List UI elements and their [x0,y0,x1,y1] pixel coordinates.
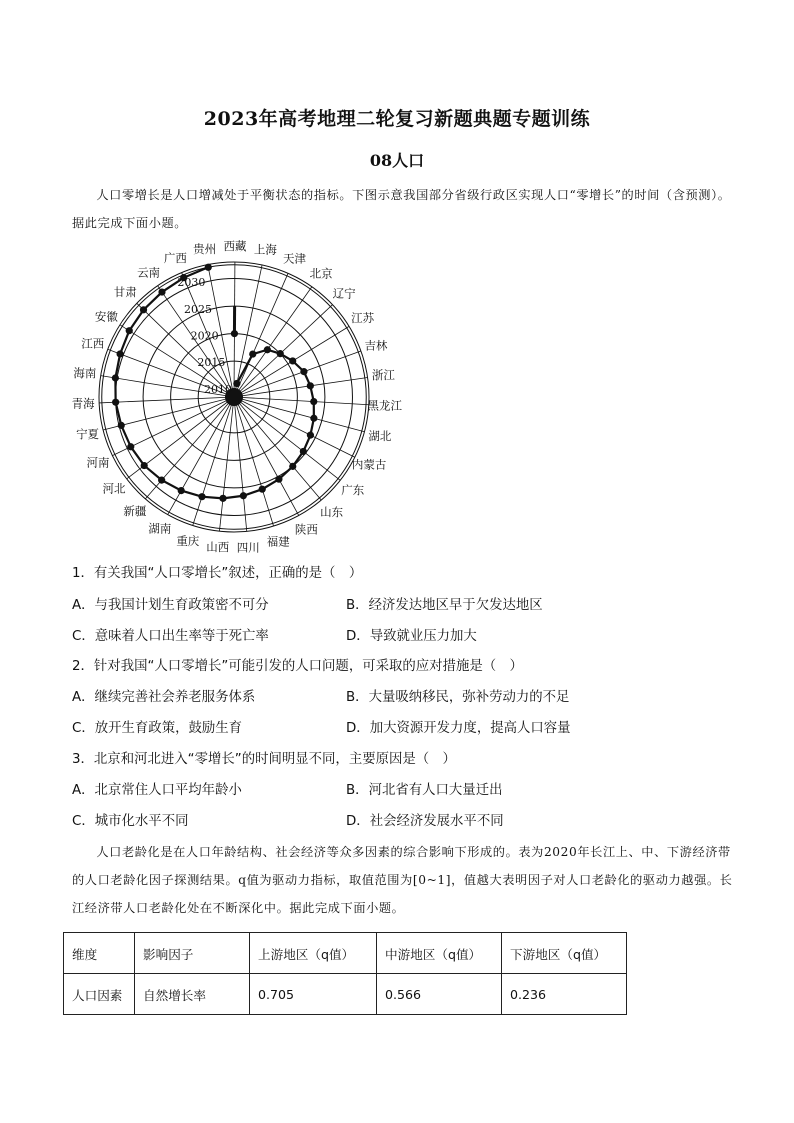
data-point-河南 [127,443,134,450]
chart-spokes [99,262,369,531]
category-label: 福建 [266,534,290,549]
data-point-甘肃 [140,306,147,313]
aging-factor-table [63,932,627,1015]
table-cell: 0.705 [250,974,377,1015]
question-3-option-d: D．社会经济发展水平不同 [346,814,504,829]
data-point-青海 [112,399,119,406]
category-label: 四川 [236,540,260,555]
chart-spoke [234,377,368,397]
chart-spoke [219,397,234,531]
category-label: 西藏 [223,239,247,254]
data-point-安徽 [126,327,133,334]
category-label: 湖南 [148,521,172,536]
category-label: 陕西 [294,522,318,537]
category-label: 山东 [320,505,344,520]
table-cell: 0.566 [377,974,502,1015]
question-2-stem: 2．针对我国“人口零增长”可能引发的人口问题，可采取的应对措施是（ ） [72,659,523,674]
year-label: 2030 [177,276,206,290]
data-point-福建 [259,486,266,493]
question-2-option-b: B．大量吸纳移民，弥补劳动力的不足 [346,690,570,705]
data-point-广东 [300,448,307,455]
data-point-湖南 [178,487,185,494]
category-label: 辽宁 [332,286,356,301]
category-label: 北京 [309,266,333,281]
category-label: 吉林 [364,338,388,353]
data-point-上海 [233,380,240,387]
question-3-option-c: C．城市化水平不同 [72,814,189,829]
data-point-山东 [289,463,296,470]
category-label: 浙江 [371,368,395,383]
category-label: 新疆 [123,503,147,518]
year-label: 2010 [204,382,233,396]
category-label: 黑龙江 [367,398,403,413]
question-2-option-a: A．继续完善社会养老服务体系 [72,690,256,705]
table-row [64,974,627,1015]
data-point-北京 [264,346,271,353]
category-label: 广东 [341,483,365,498]
intro-paragraph-aging: 人口老龄化是在人口年龄结构、社会经济等众多因素的综合影响下形成的。表为2020年长江上、中、下游经济带的人口老龄化因子探测结果。q值为驱动力指标，取值范围为[0~1]，值越大表明因子对人口老龄化的驱动力越强。长江经济带人口老龄化处在不断深化中。据此完成下面小题。 [72,845,733,915]
data-point-浙江 [307,382,314,389]
category-label: 安徽 [94,309,118,324]
page-title: 2023年高考地理二轮复习新题典题专题训练 [203,108,591,130]
data-point-黑龙江 [310,398,317,405]
table-header-cell: 维度 [64,933,135,974]
table-cell: 自然增长率 [135,974,250,1015]
question-1-option-a: A．与我国计划生育政策密不可分 [72,598,269,613]
category-label: 内蒙古 [351,457,387,472]
question-1-option-b: B．经济发达地区早于欠发达地区 [346,598,543,613]
data-point-山西 [219,495,226,502]
data-point-吉林 [300,368,307,375]
chart-spoke [234,273,288,397]
question-3-option-b: B．河北省有人口大量迁出 [346,783,503,798]
category-label: 江西 [81,336,105,351]
data-point-河北 [141,462,148,469]
data-point-四川 [240,492,247,499]
chart-spoke [234,397,369,405]
table-header-cell: 中游地区（q值） [377,933,502,974]
question-1-stem: 1．有关我国“人口零增长”叙述，正确的是（ ） [72,566,363,581]
category-label: 甘肃 [113,285,137,300]
question-3-stem: 3．北京和河北进入“零增长”的时间明显不同，主要原因是（ ） [72,752,456,767]
table-header-cell: 上游地区（q值） [250,933,377,974]
category-label: 湖北 [368,428,392,443]
question-3-option-a: A．北京常住人口平均年龄小 [72,783,242,798]
table-cell: 0.236 [502,974,627,1015]
category-label: 河北 [102,481,126,496]
data-point-云南 [158,288,165,295]
table-header-row [64,933,627,974]
chart-spoke [234,397,321,500]
intro-paragraph-population: 人口零增长是人口增减处于平衡状态的指标。下图示意我国部分省级行政区实现人口“零增长”的时间（含预测）。据此完成下面小题。 [72,188,731,230]
year-label: 2015 [197,356,226,370]
question-2-option-c: C．放开生育政策，鼓励生育 [72,721,243,736]
data-point-湖北 [310,415,317,422]
year-label: 2020 [190,329,219,343]
category-label: 河南 [86,455,110,470]
data-point-重庆 [198,493,205,500]
data-point-陕西 [275,476,282,483]
chart-spoke [234,397,355,457]
data-point-内蒙古 [307,432,314,439]
chart-spoke [234,305,332,397]
data-point-天津 [249,350,256,357]
category-label: 山西 [206,540,230,555]
chart-spoke [193,397,234,526]
section-title: 08人口 [369,151,425,170]
table-header-cell: 影响因子 [135,933,250,974]
question-2-option-d: D．加大资源开发力度，提高人口容量 [346,721,571,736]
question-1-option-c: C．意味着人口出生率等于死亡率 [72,629,269,644]
data-point-辽宁 [277,350,284,357]
category-label: 广西 [163,250,187,265]
data-point-宁夏 [118,422,125,429]
category-label: 江苏 [351,310,375,325]
category-label: 云南 [137,265,161,280]
category-label: 青海 [71,396,95,411]
category-label: 上海 [253,242,277,257]
data-point-海南 [112,374,119,381]
data-point-江苏 [289,357,296,364]
category-label: 海南 [73,366,97,381]
data-point-江西 [116,350,123,357]
data-point-贵州 [205,264,212,271]
table-cell: 人口因素 [64,974,135,1015]
category-label: 天津 [282,251,306,266]
zero-growth-radar-chart [64,239,403,560]
category-label: 重庆 [176,533,200,548]
category-label: 贵州 [193,241,217,256]
data-point-新疆 [158,477,165,484]
table-header-cell: 下游地区（q值） [502,933,627,974]
year-label: 2025 [184,302,213,316]
category-label: 宁夏 [76,426,100,441]
question-1-option-d: D．导致就业压力加大 [346,629,477,644]
